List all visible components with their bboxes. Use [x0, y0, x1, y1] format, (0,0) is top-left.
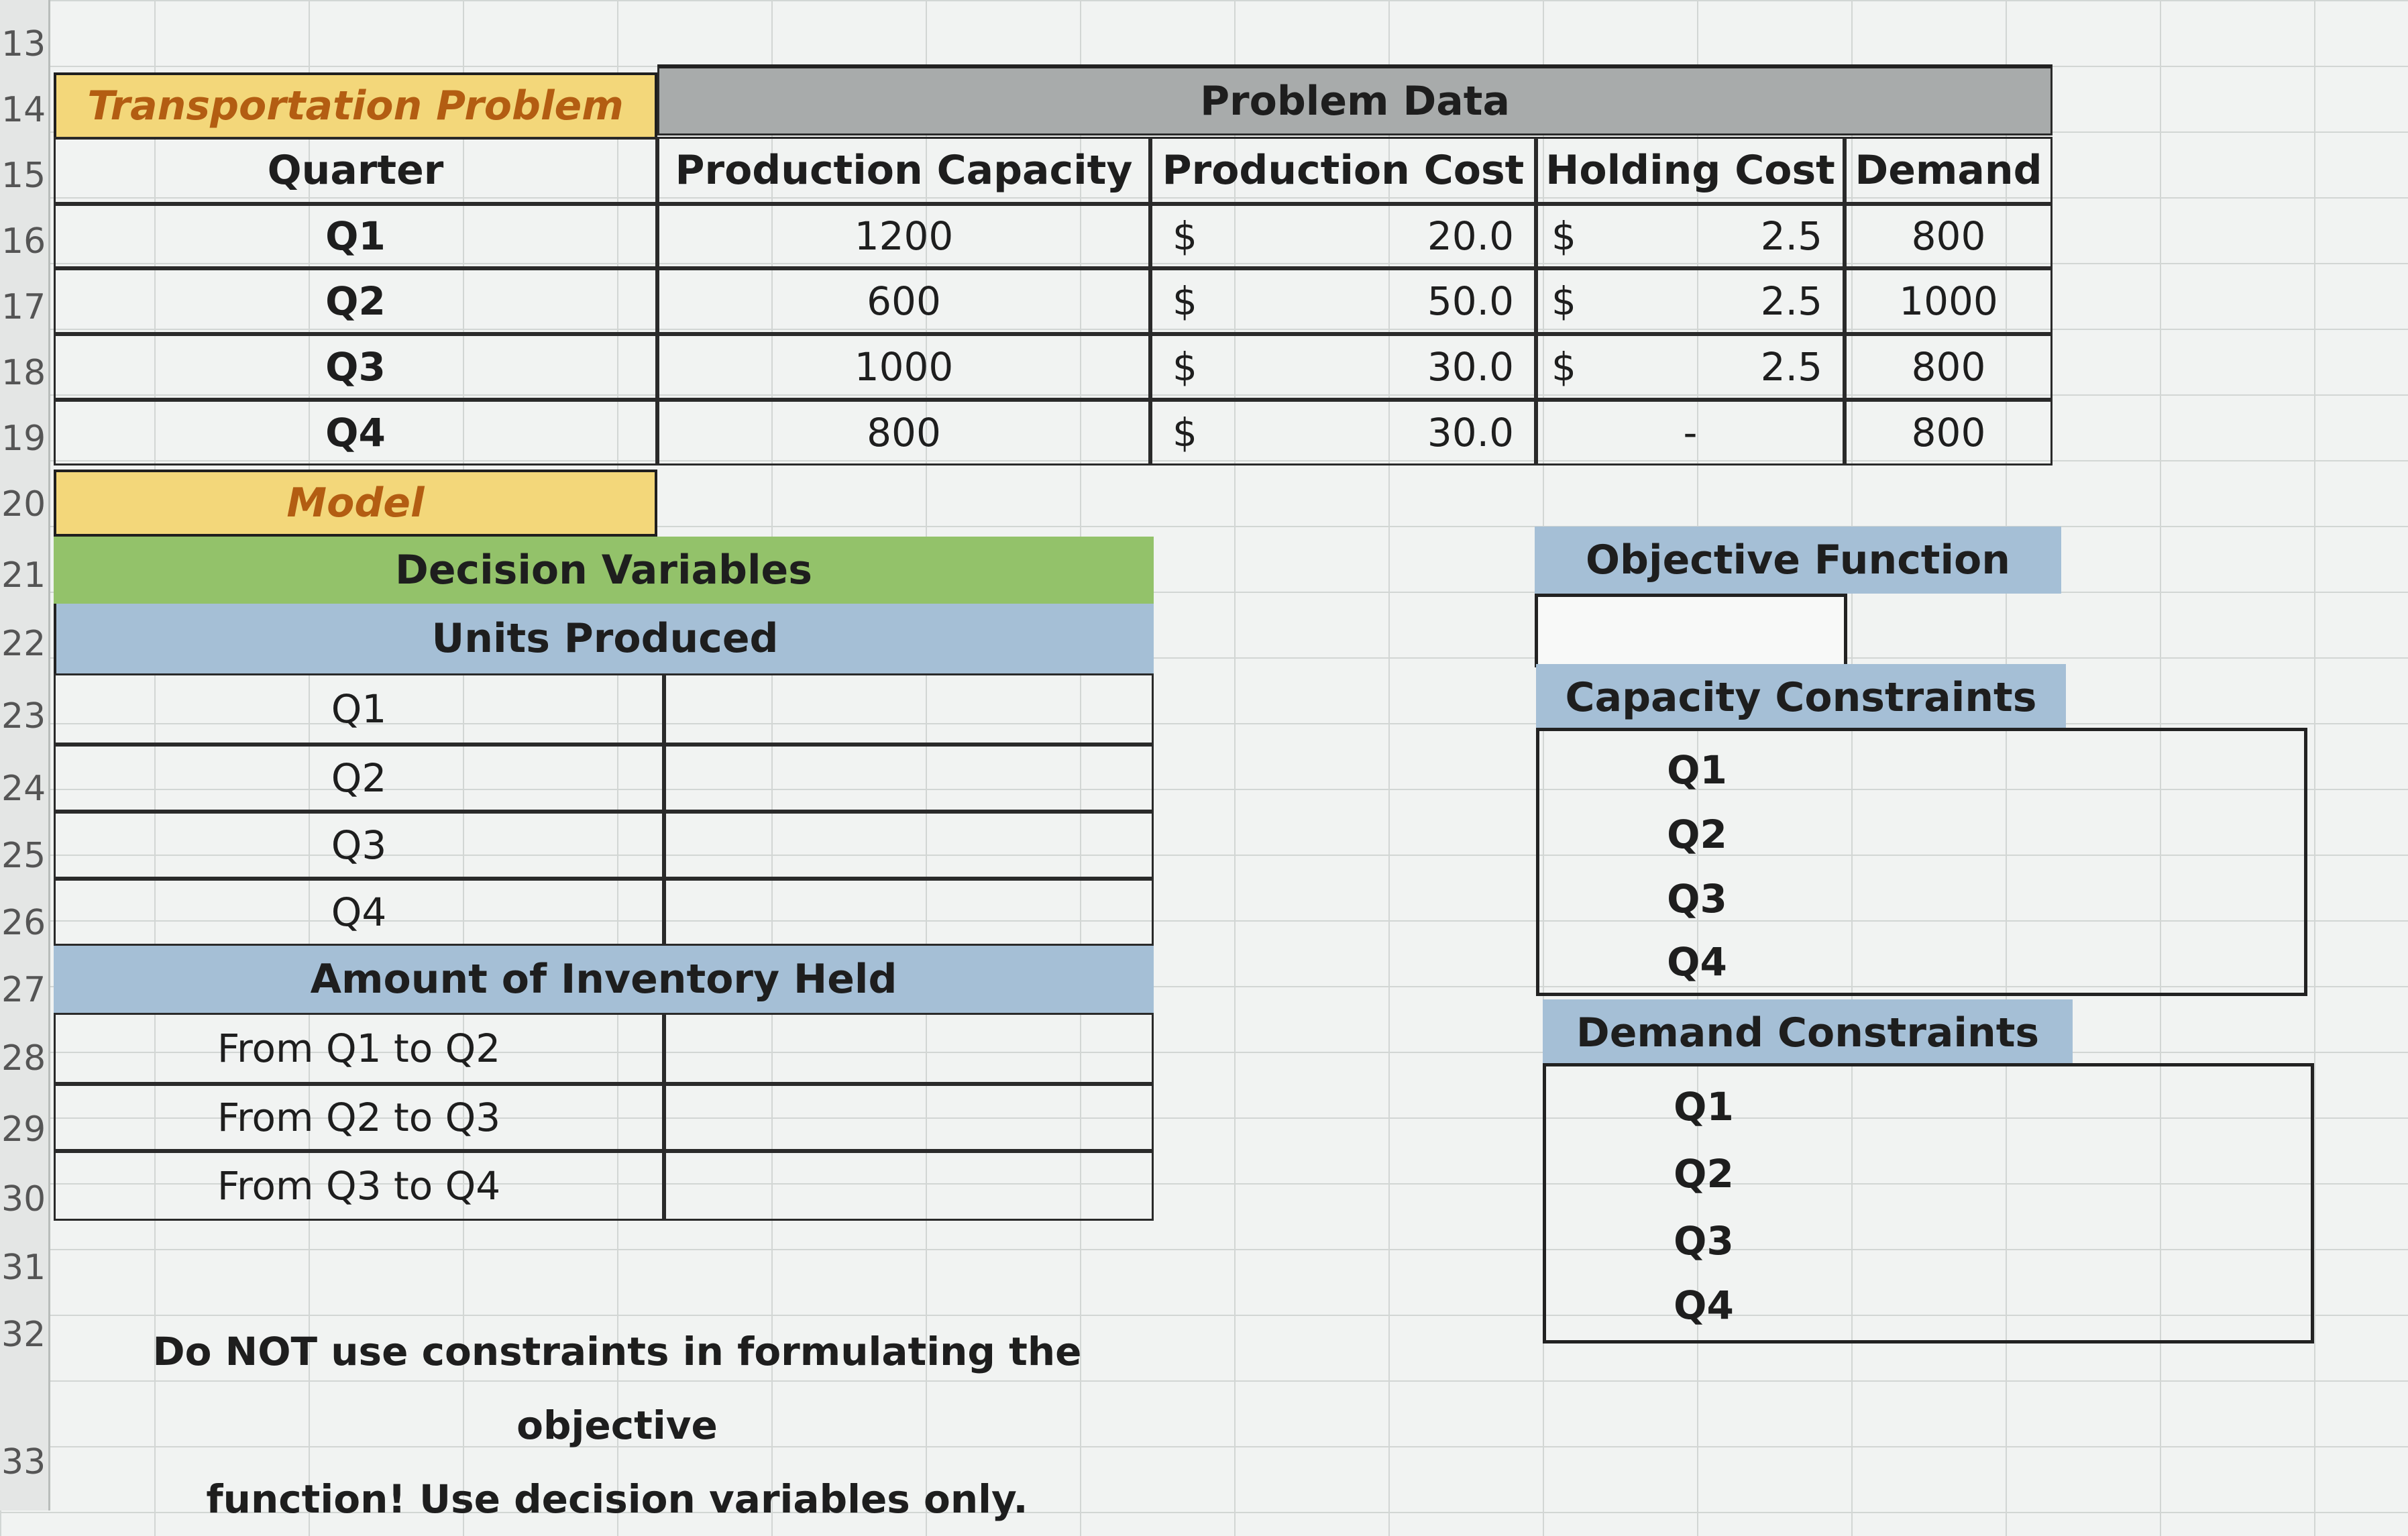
units-produced-label: Units Produced	[431, 615, 779, 662]
row-number[interactable]: 28	[1, 1038, 46, 1079]
row-number[interactable]: 23	[1, 696, 46, 736]
capacity-constraint-label[interactable]: Q2	[1667, 812, 1727, 857]
header-demand-label: Demand	[1855, 147, 2042, 194]
capacity-constraints-label: Capacity Constraints	[1565, 674, 2037, 721]
capacity-constraint-label[interactable]: Q4	[1667, 939, 1727, 985]
row-number[interactable]: 30	[1, 1179, 46, 1219]
data-capacity-cell[interactable]: 1000	[657, 334, 1150, 400]
instruction-note-line2: function! Use decision variables only.	[206, 1476, 1028, 1522]
capacity-constraint-label[interactable]: Q3	[1667, 876, 1727, 922]
inventory-held-header[interactable]	[54, 946, 1154, 1013]
cost-value: 30.0	[1427, 344, 1514, 390]
units-quarter-label-cell[interactable]: Q2	[54, 745, 664, 812]
data-cost-cell[interactable]	[1150, 268, 1536, 334]
header-quarter-label: Quarter	[267, 147, 444, 194]
header-production-cost-label: Production Cost	[1162, 147, 1525, 194]
data-quarter-cell[interactable]: Q1	[54, 204, 657, 268]
data-capacity-cell[interactable]: 800	[657, 400, 1150, 465]
model-title[interactable]	[54, 470, 657, 537]
inventory-input-cell[interactable]	[664, 1151, 1154, 1221]
row-number[interactable]: 14	[1, 90, 46, 130]
holding-value: -	[1683, 410, 1698, 455]
units-produced-input-cell[interactable]	[664, 673, 1154, 745]
capacity-constraint-label[interactable]: Q1	[1667, 747, 1727, 793]
data-demand-cell[interactable]: 800	[1845, 400, 2053, 465]
cost-value: 50.0	[1427, 278, 1514, 324]
cost-value: 30.0	[1427, 410, 1514, 455]
currency-symbol: $	[1551, 344, 1576, 390]
instruction-note	[80, 1315, 1154, 1536]
data-capacity-cell[interactable]: 600	[657, 268, 1150, 334]
inventory-input-cell[interactable]	[664, 1013, 1154, 1084]
units-produced-header[interactable]	[54, 604, 1154, 673]
instruction-note-line1: Do NOT use constraints in formulating the objective	[152, 1329, 1082, 1448]
row-number[interactable]: 17	[1, 287, 46, 327]
holding-value: 2.5	[1760, 213, 1822, 259]
header-holding-cost-label: Holding Cost	[1545, 147, 1835, 194]
objective-function-header[interactable]	[1535, 527, 2061, 594]
row-number[interactable]: 20	[1, 484, 46, 525]
cost-value: 20.0	[1427, 213, 1514, 259]
currency-symbol: $	[1551, 213, 1576, 259]
row-number[interactable]: 26	[1, 903, 46, 943]
data-cost-cell[interactable]	[1150, 400, 1536, 465]
data-demand-cell[interactable]: 1000	[1845, 268, 2053, 334]
data-holding-cell[interactable]	[1536, 268, 1845, 334]
units-produced-input-cell[interactable]	[664, 879, 1154, 946]
row-number[interactable]: 33	[1, 1442, 46, 1482]
units-quarter-label-cell[interactable]: Q3	[54, 812, 664, 879]
row-number[interactable]: 32	[1, 1315, 46, 1355]
currency-symbol: $	[1172, 344, 1197, 390]
data-quarter-cell[interactable]: Q2	[54, 268, 657, 334]
units-quarter-label-cell[interactable]: Q4	[54, 879, 664, 946]
units-quarter-label-cell[interactable]: Q1	[54, 673, 664, 745]
decision-variables-header[interactable]	[54, 537, 1154, 604]
demand-constraint-label[interactable]: Q2	[1674, 1151, 1734, 1197]
data-cost-cell[interactable]	[1150, 204, 1536, 268]
header-production-capacity[interactable]	[657, 137, 1150, 204]
objective-function-input-cell[interactable]	[1535, 594, 1847, 667]
units-produced-input-cell[interactable]	[664, 745, 1154, 812]
row-number[interactable]: 16	[1, 221, 46, 262]
header-production-cost[interactable]	[1150, 137, 1536, 204]
data-holding-cell[interactable]	[1536, 204, 1845, 268]
row-number[interactable]: 29	[1, 1109, 46, 1150]
row-number[interactable]: 21	[1, 555, 46, 596]
data-holding-cell[interactable]	[1536, 400, 1845, 465]
currency-symbol: $	[1172, 213, 1197, 259]
data-cost-cell[interactable]	[1150, 334, 1536, 400]
inventory-label-cell[interactable]: From Q2 to Q3	[54, 1084, 664, 1151]
capacity-constraints-header[interactable]	[1536, 664, 2066, 731]
data-capacity-cell[interactable]: 1200	[657, 204, 1150, 268]
row-header-column	[0, 0, 50, 1511]
decision-variables-label: Decision Variables	[395, 547, 812, 594]
header-quarter[interactable]	[54, 137, 657, 204]
inventory-input-cell[interactable]	[664, 1084, 1154, 1151]
header-production-capacity-label: Production Capacity	[675, 147, 1133, 194]
demand-constraints-header[interactable]	[1543, 999, 2073, 1066]
demand-constraints-label: Demand Constraints	[1576, 1009, 2040, 1056]
demand-constraint-label[interactable]: Q4	[1674, 1282, 1734, 1328]
data-demand-cell[interactable]: 800	[1845, 204, 2053, 268]
row-number[interactable]: 27	[1, 970, 46, 1010]
holding-value: 2.5	[1760, 278, 1822, 324]
model-label: Model	[286, 480, 425, 527]
row-number[interactable]: 22	[1, 624, 46, 664]
currency-symbol: $	[1172, 410, 1197, 455]
data-quarter-cell[interactable]: Q4	[54, 400, 657, 465]
currency-symbol: $	[1551, 278, 1576, 324]
demand-constraint-label[interactable]: Q1	[1674, 1084, 1734, 1130]
row-number[interactable]: 15	[1, 156, 46, 196]
data-quarter-cell[interactable]: Q3	[54, 334, 657, 400]
row-number[interactable]: 24	[1, 769, 46, 809]
row-number[interactable]: 13	[1, 24, 46, 64]
objective-function-label: Objective Function	[1586, 537, 2010, 584]
units-produced-input-cell[interactable]	[664, 812, 1154, 879]
row-number[interactable]: 31	[1, 1248, 46, 1288]
header-holding-cost[interactable]	[1536, 137, 1845, 204]
demand-constraint-label[interactable]: Q3	[1674, 1218, 1734, 1264]
header-demand[interactable]	[1845, 137, 2053, 204]
holding-value: 2.5	[1760, 344, 1822, 390]
inventory-label-cell[interactable]: From Q3 to Q4	[54, 1151, 664, 1221]
row-number[interactable]: 19	[1, 419, 46, 459]
row-number[interactable]: 25	[1, 836, 46, 876]
problem-data-label: Problem Data	[1200, 77, 1510, 125]
inventory-label-cell[interactable]: From Q1 to Q2	[54, 1013, 664, 1084]
data-demand-cell[interactable]: 800	[1845, 334, 2053, 400]
row-number[interactable]: 18	[1, 353, 46, 393]
inventory-held-label: Amount of Inventory Held	[310, 956, 897, 1003]
transportation-problem-label: Transportation Problem	[87, 83, 624, 129]
data-holding-cell[interactable]	[1536, 334, 1845, 400]
currency-symbol: $	[1172, 278, 1197, 324]
transportation-problem-title[interactable]	[54, 72, 657, 140]
problem-data-title[interactable]	[657, 64, 2053, 135]
